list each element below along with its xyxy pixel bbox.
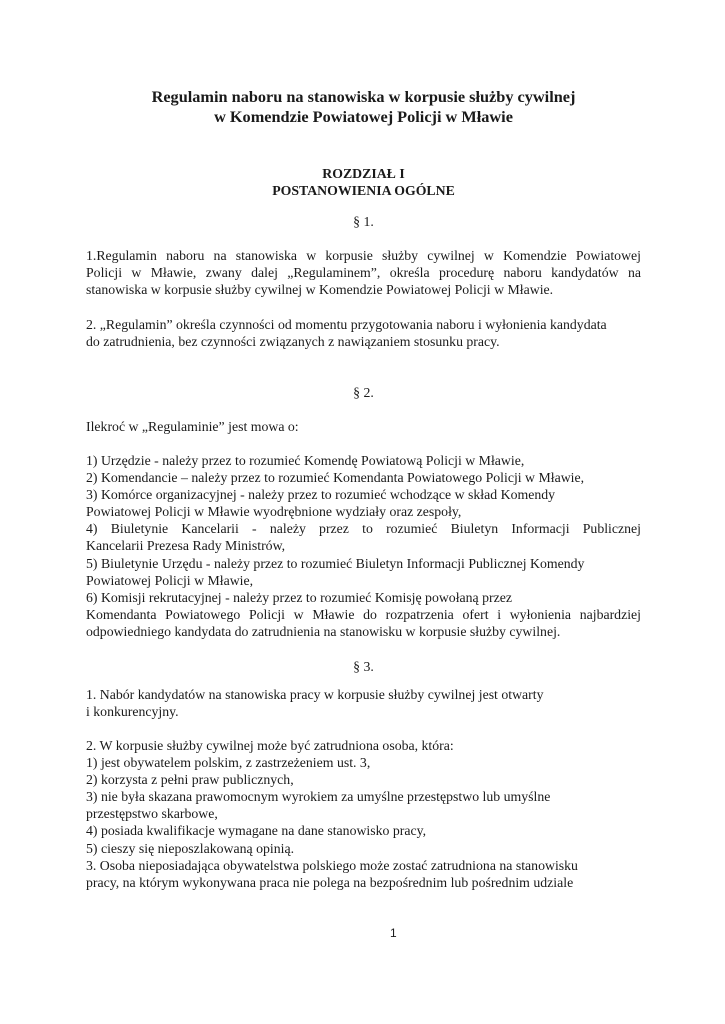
list-item: 2) Komendancie – należy przez to rozumieć Komendanta Powiatowego Policji w Mławie,	[86, 470, 585, 486]
text-line: 2. „Regulamin” określa czynności od momentu przygotowania naboru i wyłonienia kandydata	[86, 317, 607, 332]
text-line: 3. Osoba nieposiadająca obywatelstwa polskiego może zostać zatrudniona na stanowisku	[86, 857, 578, 873]
text-line: Policji w Mławie, zwany dalej „Regulaminem”, określa procedurę naboru kandydatów na	[86, 265, 641, 281]
list-item: Komendanta Powiatowego Policji w Mławie do rozpatrzenia ofert i wyłonienia najbardziej	[86, 606, 641, 622]
list-item: Powiatowej Policji w Mławie,	[86, 572, 254, 588]
title-line-1: Regulamin naboru na stanowiska w korpusie służby cywilnej	[151, 87, 576, 106]
document-title	[86, 87, 641, 127]
section-3-mark: § 3.	[353, 659, 374, 674]
list-item: 1) Urzędzie - należy przez to rozumieć Komendę Powiatową Policji w Mławie,	[86, 453, 525, 468]
text-line: przestępstwo skarbowe,	[86, 806, 218, 822]
list-item: Powiatowej Policji w Mławie wyodrębnione wydziały oraz zespoły,	[86, 504, 462, 520]
text-line: 1. Nabór kandydatów na stanowiska pracy w korpusie służby cywilnej jest otwarty	[86, 687, 544, 702]
text-line: do zatrudnienia, bez czynności związanych z nawiązaniem stosunku pracy.	[86, 334, 500, 350]
section-3-paragraph-2	[86, 737, 641, 891]
section-1-paragraph-2	[86, 316, 641, 350]
chapter-heading	[86, 165, 641, 199]
text-line: i konkurencyjny.	[86, 704, 179, 720]
text-line: pracy, na którym wykonywana praca nie polega na bezpośrednim lub pośrednim udziale	[86, 874, 574, 890]
list-item: odpowiedniego kandydata do zatrudnienia na stanowisku w korpusie służby cywilnej.	[86, 623, 561, 639]
list-item: 3) Komórce organizacyjnej - należy przez to rozumieć wchodzące w skład Komendy	[86, 487, 556, 503]
section-1-paragraph-1	[86, 247, 641, 298]
text-line: 3) nie była skazana prawomocnym wyrokiem za umyślne przestępstwo lub umyślne	[86, 789, 551, 805]
section-1-mark: § 1.	[353, 214, 374, 229]
list-item: Kancelarii Prezesa Rady Ministrów,	[86, 538, 286, 554]
section-2-intro: Ilekroć w „Regulaminie” jest mowa o:	[86, 419, 299, 434]
chapter-name: POSTANOWIENIA OGÓLNE	[272, 183, 455, 198]
section-3-paragraph-1	[86, 686, 641, 720]
section-2-mark: § 2.	[353, 385, 374, 400]
text-line: 2. W korpusie służby cywilnej może być zatrudniona osoba, która:	[86, 738, 454, 753]
section-2-definitions-list	[86, 452, 641, 640]
text-line: 1.Regulamin naboru na stanowiska w korpusie służby cywilnej w Komendzie Powiatowej	[86, 248, 641, 263]
title-line-2: w Komendzie Powiatowej Policji w Mławie	[214, 107, 513, 126]
text-line: stanowiska w korpusie służby cywilnej w Komendzie Powiatowej Policji w Mławie.	[86, 282, 554, 298]
text-line: 2) korzysta z pełni praw publicznych,	[86, 772, 294, 788]
list-item: 6) Komisji rekrutacyjnej - należy przez to rozumieć Komisję powołaną przez	[86, 589, 512, 605]
list-item: 4) Biuletynie Kancelarii - należy przez to rozumieć Biuletyn Informacji Publicznej	[86, 521, 641, 537]
text-line: 4) posiada kwalifikacje wymagane na dane stanowisko pracy,	[86, 823, 427, 839]
text-line: 5) cieszy się nieposzlakowaną opinią.	[86, 840, 295, 856]
page-number: 1	[390, 926, 397, 940]
text-line: 1) jest obywatelem polskim, z zastrzeżeniem ust. 3,	[86, 755, 371, 771]
chapter-number: ROZDZIAŁ I	[322, 166, 405, 181]
list-item: 5) Biuletynie Urzędu - należy przez to rozumieć Biuletyn Informacji Publicznej Komendy	[86, 555, 585, 571]
